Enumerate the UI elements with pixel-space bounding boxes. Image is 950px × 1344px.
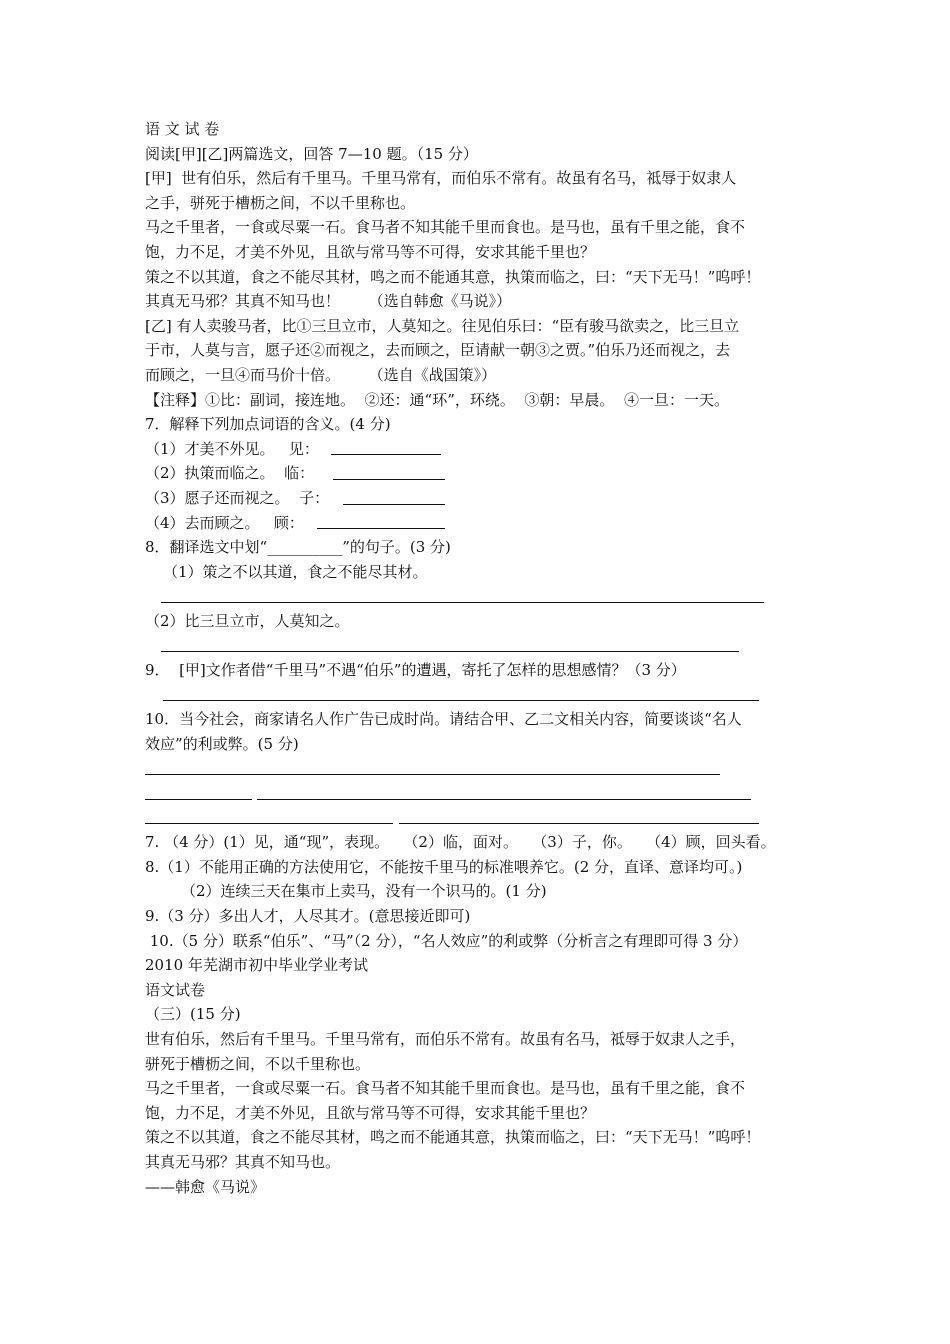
passage-source: ——韩愈《马说》 bbox=[145, 1177, 266, 1196]
answer-line bbox=[145, 806, 810, 831]
exam-header: 语 文 试 卷 bbox=[145, 120, 220, 138]
passage-jia-line: 马之千里者，一食或尽粟一石。食马者不知其能千里而食也。是马也，虽有千里之能，食不 bbox=[145, 218, 746, 237]
exam-subject: 语文试卷 bbox=[145, 980, 206, 999]
question-7-item-text: （2）执策而临之。 临： bbox=[145, 464, 315, 483]
passage-line: 其真无马邪？其真不知马也。 bbox=[145, 1152, 341, 1171]
answer-blank[interactable] bbox=[343, 504, 445, 505]
passage-line: 骈死于槽枥之间，不以千里称也。 bbox=[145, 1054, 371, 1073]
question-7-item bbox=[145, 461, 810, 486]
answer-line bbox=[145, 633, 810, 658]
answer-line bbox=[145, 683, 810, 708]
question-7-item bbox=[145, 486, 810, 511]
answer-blank[interactable] bbox=[145, 823, 393, 824]
answer-blank[interactable] bbox=[163, 700, 759, 701]
answer-line bbox=[145, 584, 810, 609]
passage-yi-line: 而顾之，一旦④而马价十倍。 （选自《战国策》） bbox=[145, 365, 497, 384]
answer-key-line: （2）连续三天在集市上卖马，没有一个识马的。(1 分) bbox=[181, 882, 547, 901]
exam-section: （三）(15 分) bbox=[145, 1005, 241, 1024]
passage-jia-line: 其真无马邪？其真不知马也！ （选自韩愈《马说》） bbox=[145, 292, 512, 311]
question-7-item bbox=[145, 511, 810, 536]
question-9: 9． [甲]文作者借“千里马”不遇“伯乐”的遭遇，寄托了怎样的思想感情？（3 分） bbox=[145, 661, 686, 680]
question-10: 效应”的利或弊。(5 分) bbox=[145, 734, 299, 753]
passage-line: 世有伯乐，然后有千里马。千里马常有，而伯乐不常有。故虽有名马，祗辱于奴隶人之手， bbox=[145, 1029, 746, 1048]
answer-blank[interactable] bbox=[257, 799, 751, 800]
passage-line: 马之千里者，一食或尽粟一石。食马者不知其能千里而食也。是马也，虽有千里之能，食不 bbox=[145, 1079, 746, 1098]
passage-jia-line: 饱，力不足，才美不外见，且欲与常马等不可得，安求其能千里也？ bbox=[145, 242, 596, 261]
passage-jia-line: 策之不以其道，食之不能尽其材，鸣之而不能通其意，执策而临之，曰：“天下无马！”呜呼！ bbox=[145, 267, 761, 286]
passage-yi-line: [乙] 有人卖骏马者，比①三旦立市，人莫知之。往见伯乐曰：“臣有骏马欲卖之，比三旦立 bbox=[145, 316, 740, 335]
answer-key-line: 10.（5 分）联系“伯乐”、“马”（2 分），“名人效应”的利或弊（分析言之有理即可得 3 分） bbox=[145, 931, 748, 950]
answer-blank[interactable] bbox=[161, 602, 764, 603]
question-7-item bbox=[145, 437, 810, 462]
question-7-item-text: （3）愿子还而视之。 子： bbox=[145, 488, 330, 507]
exam-title: 2010 年芜湖市初中毕业学业考试 bbox=[145, 956, 368, 975]
question-8-item: （2）比三旦立市，人莫知之。 bbox=[145, 611, 350, 630]
passage-jia-line: 之手，骈死于槽枥之间，不以千里称也。 bbox=[145, 193, 416, 212]
answer-blank[interactable] bbox=[333, 479, 445, 480]
question-8-title: 8．翻译选文中划“__________”的句子。(3 分) bbox=[145, 538, 451, 557]
exam-document bbox=[145, 117, 810, 1199]
question-7-item-text: （1）才美不外见。 见： bbox=[145, 439, 319, 458]
passage-line: 策之不以其道，食之不能尽其材，鸣之而不能通其意，执策而临之，曰：“天下无马！”呜呼！ bbox=[145, 1128, 761, 1147]
answer-blank[interactable] bbox=[161, 651, 739, 652]
answer-blank[interactable] bbox=[145, 799, 252, 800]
answer-blank[interactable] bbox=[145, 774, 720, 775]
answer-key-line: 9.（3 分）多出人才，人尽其才。(意思接近即可) bbox=[145, 907, 471, 925]
answer-line bbox=[145, 756, 810, 781]
section-intro: 阅读[甲][乙]两篇选文，回答 7—10 题。（15 分） bbox=[145, 144, 478, 163]
passage-yi-line: 于市，人莫与言，愿子还②而视之，去而顾之，臣请献一朝③之贾。”伯乐乃还而视之，去 bbox=[145, 341, 731, 360]
passage-line: 饱，力不足，才美不外见，且欲与常马等不可得，安求其能千里也？ bbox=[145, 1103, 596, 1122]
annotation-note: 【注释】①比：副词，接连地。 ②还：通“环”，环绕。 ③朝：早晨。 ④一旦：一天。 bbox=[145, 390, 729, 409]
answer-blank[interactable] bbox=[331, 454, 441, 455]
answer-key-line: 7. （4 分）(1）见，通“现”，表现。 （2）临，面对。 （3）子，你。 （4）顾，回头看。 bbox=[145, 833, 776, 852]
answer-blank[interactable] bbox=[399, 823, 759, 824]
passage-jia-line: [甲] 世有伯乐，然后有千里马。千里马常有，而伯乐不常有。故虽有名马，祗辱于奴隶人 bbox=[145, 169, 737, 188]
question-8-item: （1）策之不以其道，食之不能尽其材。 bbox=[163, 562, 428, 581]
question-7-title: 7．解释下列加点词语的含义。(4 分) bbox=[145, 415, 391, 434]
question-7-item-text: （4）去而顾之。 顾： bbox=[145, 513, 314, 532]
question-10: 10．当今社会，商家请名人作广告已成时尚。请结合甲、乙二文相关内容，简要谈谈“名人 bbox=[145, 710, 742, 729]
answer-blank[interactable] bbox=[317, 528, 445, 529]
answer-key-line: 8.（1）不能用正确的方法使用它，不能按千里马的标准喂养它。(2 分，直译、意译均可。) bbox=[145, 857, 743, 876]
answer-line bbox=[145, 781, 810, 806]
